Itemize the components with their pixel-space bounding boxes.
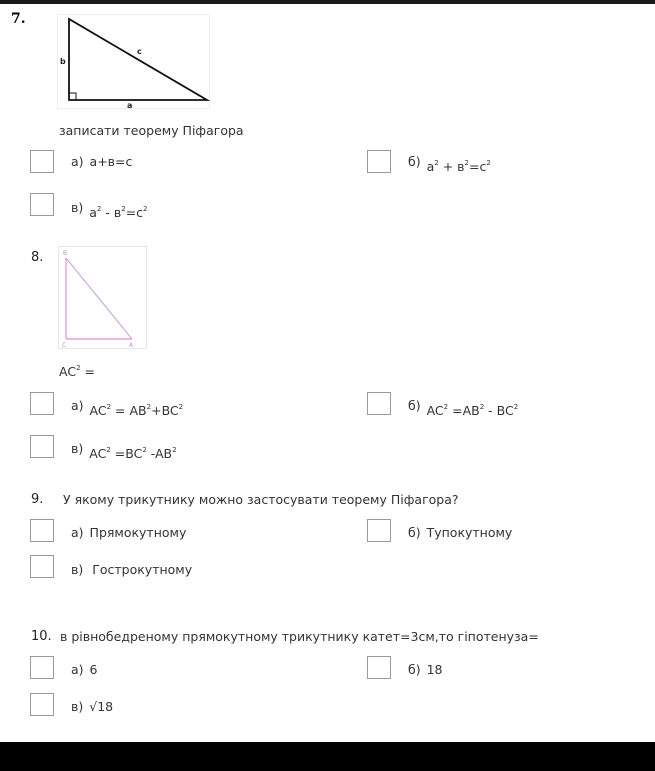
- question-10-number: 10.: [31, 629, 52, 644]
- question-9-number: 9.: [31, 492, 44, 507]
- q7-option-c-checkbox[interactable]: [30, 193, 54, 216]
- q9-prompt: У якому трикутнику можно застосувати теорему Піфагора?: [63, 492, 459, 507]
- q7-right-triangle-figure: [57, 14, 212, 110]
- q9-option-c-text: Гострокутному: [92, 562, 193, 577]
- q10-option-c-checkbox[interactable]: [30, 693, 54, 716]
- q9-option-a-checkbox[interactable]: [30, 519, 54, 542]
- q7-option-a-checkbox[interactable]: [30, 150, 54, 173]
- q10-option-a-text: 6: [89, 662, 98, 677]
- q9-option-c-checkbox[interactable]: [30, 555, 54, 578]
- q8-prompt: $AC^2$ =: [59, 364, 95, 379]
- q7-side-a-label: a: [127, 101, 133, 110]
- q10-option-b-text: 18: [426, 662, 443, 677]
- q8-vertex-c-label: C: [62, 342, 67, 349]
- q9-option-a-text: Прямокутному: [89, 525, 187, 540]
- q9-option-b-checkbox[interactable]: [367, 519, 391, 542]
- q10-option-c-text: √18: [89, 699, 114, 714]
- q10-option-c: в) √18: [71, 699, 114, 714]
- q9-option-a: а) Прямокутному: [71, 525, 187, 540]
- q7-option-a-text: а+в=с: [89, 154, 133, 169]
- q8-right-triangle-figure: [58, 246, 148, 350]
- q8-option-a: а) $AC^2 = AB^2+BC^2$: [71, 398, 184, 418]
- q9-option-b-text: Тупокутному: [426, 525, 513, 540]
- q10-option-b: б) 18: [408, 662, 443, 677]
- q7-prompt: записати теорему Піфагора: [59, 123, 244, 138]
- q8-vertex-a-label: A: [129, 342, 134, 349]
- q10-option-a: а) 6: [71, 662, 98, 677]
- q7-side-c-label: c: [137, 47, 142, 56]
- question-7-number: 7.: [11, 11, 26, 27]
- q8-option-a-checkbox[interactable]: [30, 392, 54, 415]
- q7-option-b-checkbox[interactable]: [367, 150, 391, 173]
- q8-vertex-b-label: B: [63, 250, 68, 257]
- q7-option-b: б) $а^2 + в^2=с^2$: [408, 154, 491, 174]
- q7-option-c: в) $а^2 - в^2=с^2$: [71, 200, 148, 220]
- q8-option-b: б) $AC^2 =AB^2 - BC^2$: [408, 398, 519, 418]
- q8-option-c: в) $AC^2 =BC^2$ $-AB^2$: [71, 441, 177, 461]
- q10-prompt: в рівнобедреному прямокутному трикутнику катет=3см,то гіпотенуза=: [60, 629, 539, 644]
- q10-option-b-checkbox[interactable]: [367, 656, 391, 679]
- q8-option-b-checkbox[interactable]: [367, 392, 391, 415]
- q7-option-a: а) а+в=с: [71, 154, 133, 169]
- q9-option-c: в) Гострокутному: [71, 562, 193, 577]
- question-8-number: 8.: [31, 250, 44, 265]
- q10-option-a-checkbox[interactable]: [30, 656, 54, 679]
- top-bar: [0, 0, 655, 4]
- q7-side-b-label: b: [60, 57, 66, 66]
- q9-option-b: б) Тупокутному: [408, 525, 513, 540]
- bottom-bar: [0, 742, 655, 771]
- q8-option-c-checkbox[interactable]: [30, 435, 54, 458]
